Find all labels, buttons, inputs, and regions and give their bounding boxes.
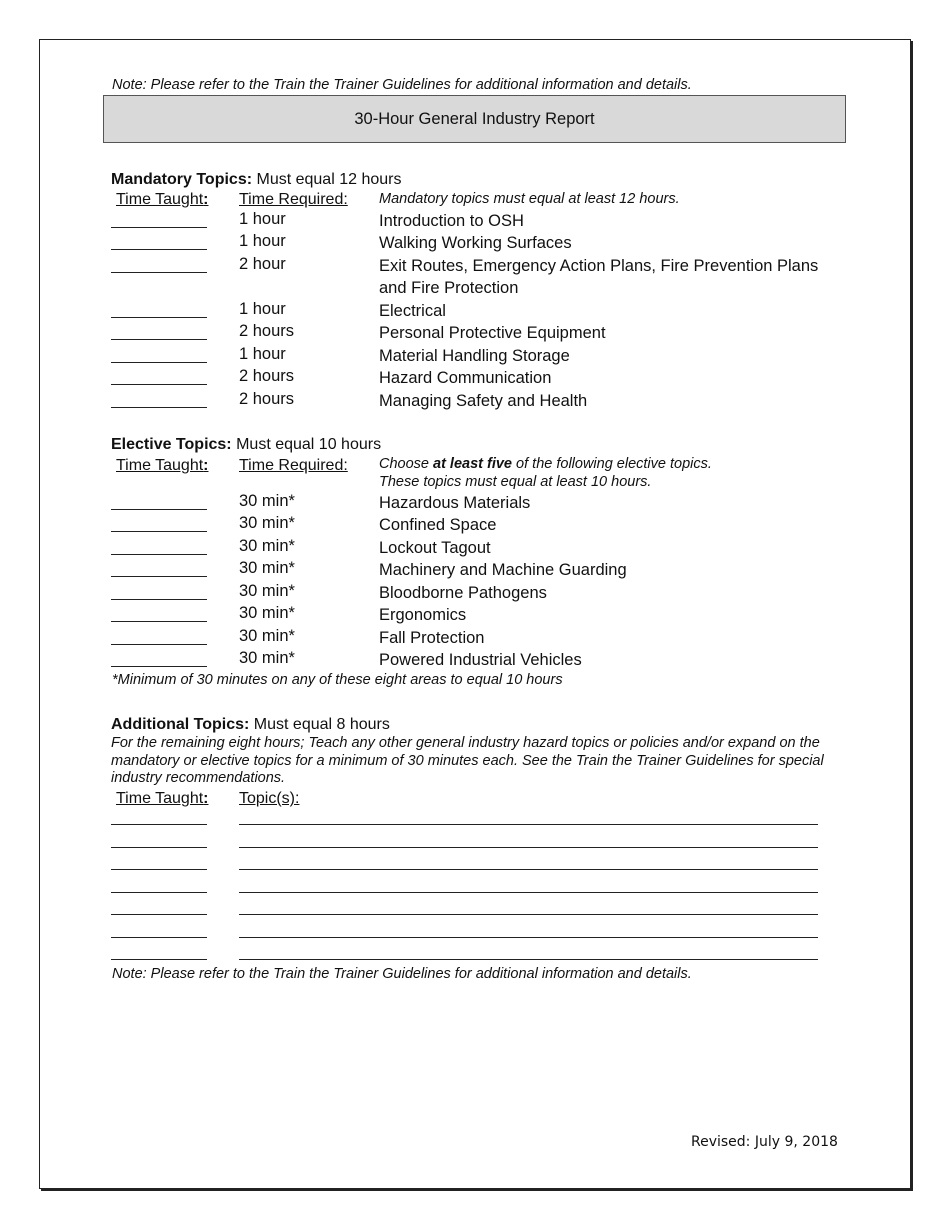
mandatory-col-time-required: Time Required: <box>239 191 348 208</box>
mandatory-instruction: Mandatory topics must equal at least 12 hours. <box>379 191 680 207</box>
time-required: 2 hours <box>239 322 295 340</box>
elective-heading <box>111 436 381 454</box>
elective-instruction <box>379 456 712 472</box>
time-required: 30 min* <box>239 492 295 510</box>
topic-name: Electrical <box>379 302 446 320</box>
time-taught-blank[interactable] <box>111 509 207 510</box>
elective-col-time-taught <box>116 457 208 475</box>
time-taught-blank[interactable] <box>111 272 207 273</box>
time-required: 30 min* <box>239 649 295 667</box>
time-required: 30 min* <box>239 559 295 577</box>
time-taught-blank[interactable] <box>111 576 207 577</box>
time-taught-blank[interactable] <box>111 644 207 645</box>
time-taught-blank[interactable] <box>111 824 207 825</box>
time-required: 1 hour <box>239 345 286 363</box>
time-required: 30 min* <box>239 514 295 532</box>
time-taught-blank[interactable] <box>111 362 207 363</box>
time-required: 30 min* <box>239 627 295 645</box>
time-required: 30 min* <box>239 604 295 622</box>
col-time-taught-colon: : <box>203 457 209 474</box>
topic-name: Lockout Tagout <box>379 539 491 557</box>
time-required: 2 hours <box>239 367 295 385</box>
time-taught-blank[interactable] <box>111 869 207 870</box>
col-time-taught-label: Time Taught <box>116 457 204 474</box>
time-required: 30 min* <box>239 537 295 555</box>
topic-blank[interactable] <box>239 869 818 870</box>
instruction-text: of the following elective topics. <box>512 456 712 472</box>
time-taught-blank[interactable] <box>111 847 207 848</box>
topic-blank[interactable] <box>239 847 818 848</box>
mandatory-col-time-taught <box>116 191 208 209</box>
additional-heading-label: Additional Topics: <box>111 716 250 733</box>
topic-name: Exit Routes, Emergency Action Plans, Fire Prevention Plans and Fire Protection <box>379 257 819 297</box>
time-taught-blank[interactable] <box>111 531 207 532</box>
topic-name: Walking Working Surfaces <box>379 234 572 252</box>
additional-instructions: For the remaining eight hours; Teach any other general industry hazard topics or policies and/or expand on the mandatory or elective topics for a minimum of 30 minutes each. See the Train the Trainer Guidelines for special industry recommendations. <box>111 735 824 786</box>
topic-blank[interactable] <box>239 937 818 938</box>
topic-name: Material Handling Storage <box>379 347 570 365</box>
time-required: 30 min* <box>239 582 295 600</box>
topic-blank[interactable] <box>239 824 818 825</box>
topic-name: Confined Space <box>379 516 497 534</box>
topic-blank[interactable] <box>239 959 818 960</box>
topic-name: Hazard Communication <box>379 369 552 387</box>
time-required: 2 hours <box>239 390 295 408</box>
time-required: 1 hour <box>239 210 286 228</box>
additional-col-topics: Topic(s): <box>239 790 300 807</box>
topic-name: Bloodborne Pathogens <box>379 584 547 602</box>
time-required: 2 hour <box>239 255 286 273</box>
col-time-taught-label: Time Taught <box>116 191 204 208</box>
topic-name: Fall Protection <box>379 629 485 647</box>
additional-heading-requirement: Must equal 8 hours <box>249 716 390 733</box>
col-time-taught-colon: : <box>203 790 209 807</box>
elective-instruction-line2: These topics must equal at least 10 hours. <box>379 474 652 490</box>
time-taught-blank[interactable] <box>111 937 207 938</box>
elective-footnote: *Minimum of 30 minutes on any of these eight areas to equal 10 hours <box>112 672 563 688</box>
time-taught-blank[interactable] <box>111 554 207 555</box>
additional-col-time-taught <box>116 790 208 808</box>
mandatory-heading-requirement: Must equal 12 hours <box>252 171 402 188</box>
elective-col-time-required: Time Required: <box>239 457 348 474</box>
time-taught-blank[interactable] <box>111 892 207 893</box>
topic-name: Machinery and Machine Guarding <box>379 561 627 579</box>
time-taught-blank[interactable] <box>111 599 207 600</box>
time-taught-blank[interactable] <box>111 227 207 228</box>
col-time-taught-label: Time Taught <box>116 790 204 807</box>
time-taught-blank[interactable] <box>111 384 207 385</box>
topic-name: Managing Safety and Health <box>379 392 588 410</box>
topic-name: Powered Industrial Vehicles <box>379 651 582 669</box>
mandatory-heading-label: Mandatory Topics: <box>111 171 253 188</box>
col-time-taught-colon: : <box>203 191 209 208</box>
time-taught-blank[interactable] <box>111 249 207 250</box>
topic-blank[interactable] <box>239 892 818 893</box>
time-taught-blank[interactable] <box>111 339 207 340</box>
top-note: Note: Please refer to the Train the Trainer Guidelines for additional information and details. <box>112 77 692 93</box>
topic-name: Personal Protective Equipment <box>379 324 606 342</box>
additional-heading <box>111 716 390 734</box>
time-taught-blank[interactable] <box>111 959 207 960</box>
time-taught-blank[interactable] <box>111 914 207 915</box>
report-title: 30-Hour General Industry Report <box>354 109 595 128</box>
bottom-note: Note: Please refer to the Train the Trainer Guidelines for additional information and details. <box>112 966 692 982</box>
topic-name: Hazardous Materials <box>379 494 531 512</box>
time-required: 1 hour <box>239 300 286 318</box>
mandatory-heading <box>111 171 401 189</box>
topic-blank[interactable] <box>239 914 818 915</box>
topic-name: Introduction to OSH <box>379 212 524 230</box>
time-taught-blank[interactable] <box>111 666 207 667</box>
report-title-box <box>103 95 846 143</box>
time-taught-blank[interactable] <box>111 621 207 622</box>
time-required: 1 hour <box>239 232 286 250</box>
time-taught-blank[interactable] <box>111 407 207 408</box>
elective-heading-label: Elective Topics: <box>111 436 232 453</box>
elective-heading-requirement: Must equal 10 hours <box>231 436 382 453</box>
topic-name: Ergonomics <box>379 606 467 624</box>
revised-date: Revised: July 9, 2018 <box>691 1134 838 1150</box>
instruction-text: Choose <box>379 456 434 472</box>
time-taught-blank[interactable] <box>111 317 207 318</box>
instruction-emphasis: at least five <box>433 456 513 472</box>
